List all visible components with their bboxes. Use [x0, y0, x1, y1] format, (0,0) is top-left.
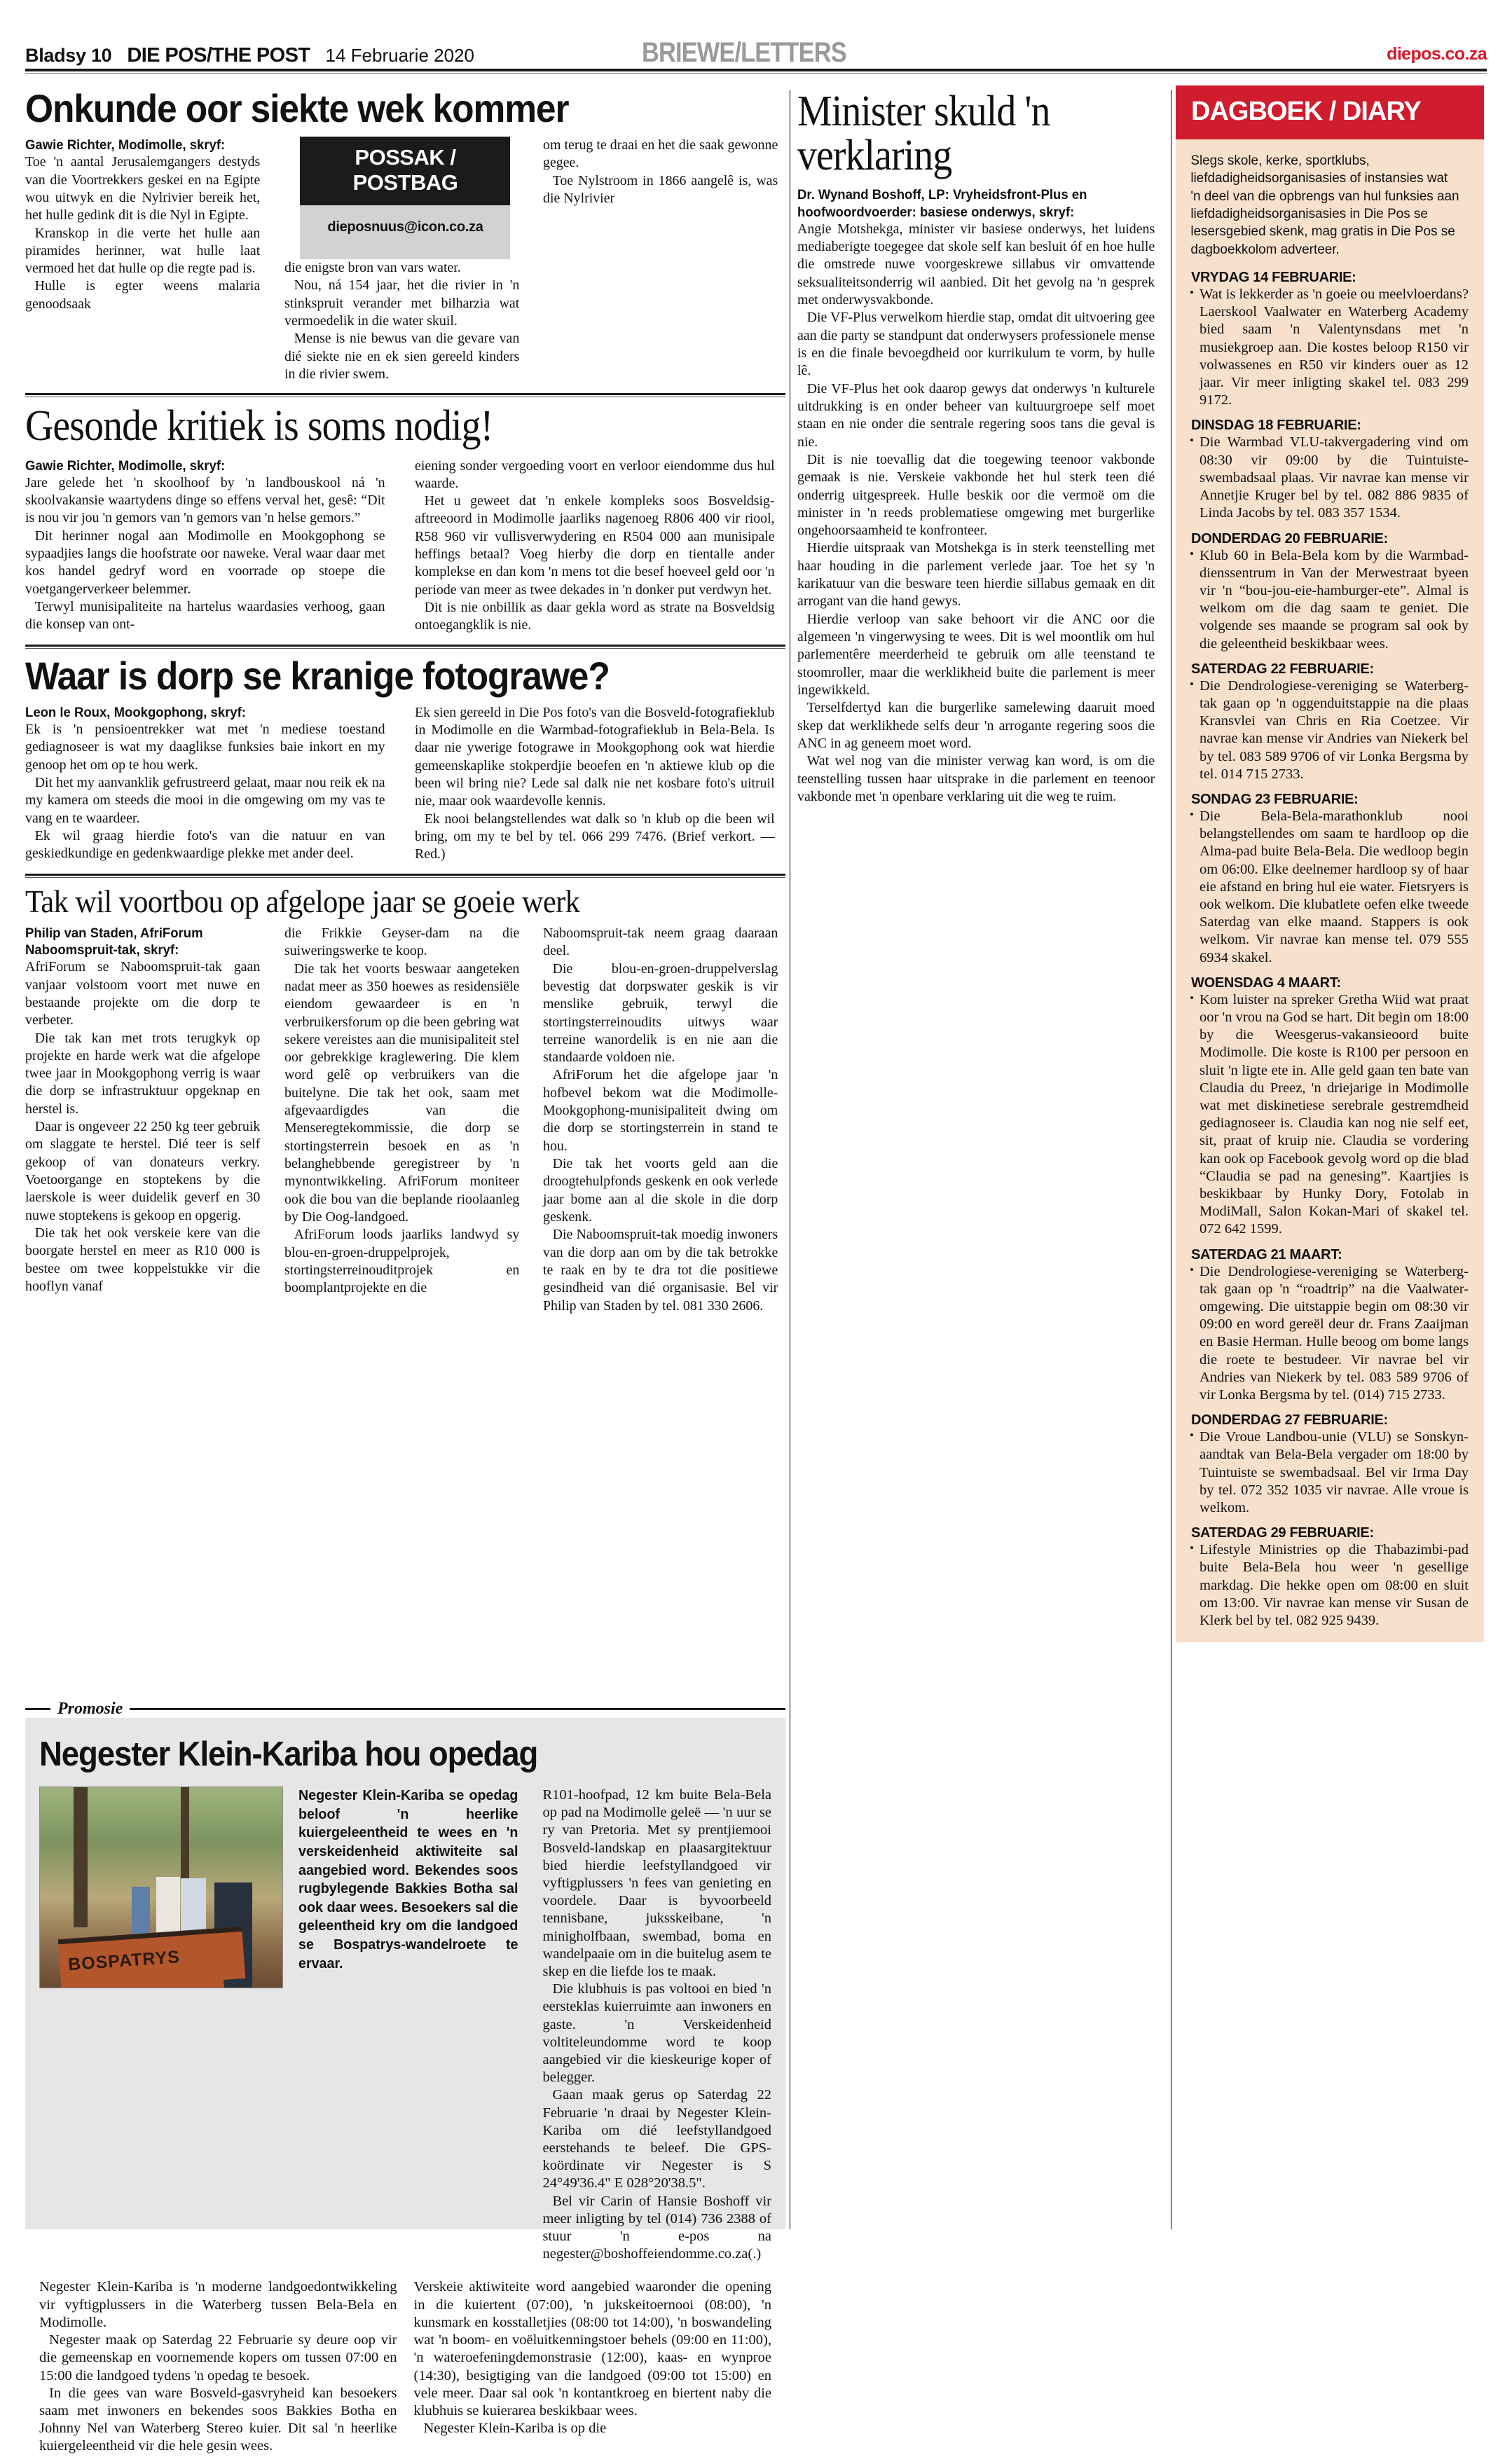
article-column-1: [25, 704, 397, 864]
article-columns: [25, 925, 785, 1315]
paragraph: Terselfdertyd kan die burgerlike samelewing daaruit moed skep dat werklikhede selfs deur 'n arrogante regering soos die ANC in ag geneem moet word.: [797, 700, 1155, 751]
paragraph: Kranskop in die verte het hulle aan piramides herinner, wat hulle laat vermoed het dat hulle op die regte pad is.: [25, 225, 261, 277]
article-column-1: [25, 925, 268, 1315]
promotion-content: [25, 1718, 785, 2464]
paragraph: AfriForum se Naboomspruit-tak gaan vanjaar volstoom voort met nuwe en bestaande projekte om die dorp te verbeter.: [25, 959, 261, 1028]
article-byline: Gawie Richter, Modimolle, skryf:: [25, 137, 226, 153]
paragraph: Dit is nie onbillik as daar gekla word as strate na Bosveldsig ontoegangklik is nie.: [414, 600, 775, 633]
masthead-rule: [25, 69, 1487, 71]
paragraph: Verskeie aktiwiteite word aangebied waaronder die opening in die kuiertent (07:00), 'n jukskeitoernooi (08:00), 'n kunsmark en kosstalletjies (08:00 tot 14:00), 'n boswandeling wat 'n boom- en voëluitkenningstoer behels (09:00 en 11:00), 'n wateroefeningdemonstrasie (12:00), kaas- en wynproe (14:30), besigtiging van die landgoed (09:00 tot 15:00) en vele meer. Daar sal ook 'n kontantkroeg en biertent naby die klubhuis se kuierarea beskikbaar wees.: [413, 2279, 771, 2418]
promotion-column-left: [39, 2278, 397, 2455]
section-divider: [25, 393, 785, 395]
diary-entry: • Die Warmbad VLU-takvergadering vind om 08:30 vir 09:00 by die Tuintuiste-swembadsaal plaas. Vir navrae kan mense vir Annetjie Kruger bel by tel. 082 886 9835 of Linda Jacobs by tel. 083 357 1534.: [1176, 434, 1484, 522]
diary-entry: • Lifestyle Ministries op die Thabazimbi-pad buite Bela-Bela hou weer 'n gesellige markdag. Die hekke open om 08:00 en sluit om 13:00. Vir navrae kan mense vir Susan de Klerk bel by tel. 082 925 9439.: [1176, 1541, 1484, 1630]
article-column-1: [25, 137, 268, 383]
vertical-divider-1: [790, 90, 795, 2229]
page-body: [25, 85, 1487, 2454]
masthead-left: [25, 44, 474, 67]
paragraph: Nou, ná 154 jaar, het die rivier in 'n stinkspruit verander met bilharzia wat vermoedelik in die water skuil.: [284, 277, 519, 329]
paragraph: AfriForum loods jaarliks landwyd sy blou-en-groen-druppelprojek, stortingsterreinouditprojek en boomplantprojekte en die: [284, 1227, 519, 1296]
diary-day-heading: SATERDAG 21 MAART:: [1191, 1246, 1342, 1262]
promotion-photo: [39, 1787, 283, 1988]
paragraph: Hierdie uitspraak van Motshekga is in sterk teenstelling met haar houding in die parlement verlede jaar. Toe het sy 'n karikatuur van die besware teen hierdie sillabus gemaak en dit arrogant van die hand gewys.: [797, 540, 1155, 610]
issue-date: 14 Februarie 2020: [325, 45, 474, 66]
postbag-title: POSSAK / POSTBAG: [300, 137, 510, 205]
tree-trunk: [181, 1787, 189, 1892]
publication-title: DIE POS/THE POST: [127, 44, 310, 67]
promotion-block: [25, 1700, 785, 2454]
article-column-1: [25, 457, 397, 635]
paragraph: Die klubhuis is pas voltooi en bied 'n eersteklas kuierruimte aan inwoners en gaste. 'n Verskeidenheid voltiteleundomme word te koop aangebied vir die kieskeurige koper of belegger.: [542, 1981, 771, 2086]
masthead-rule-thin: [25, 73, 1487, 74]
postbag-email[interactable]: dieposnuus@icon.co.za: [300, 205, 510, 259]
paragraph: Ek sien gereeld in Die Pos foto's van die Bosveld-fotografieklub in Modimolle en die Warmbad-fotografieklub in Bela-Bela. Is daar nie ywerige fotograwe in Mookgophong ook wat hierdie gemeenskaplike stokperdjie beoefen en 'n aktiewe klub op die been wil bring nie? Lede sal dalk nie net kosbare foto's uitruil nie, maar ook waardevolle kennis.: [414, 704, 775, 809]
diary-day-heading: WOENSDAG 4 MAART:: [1191, 975, 1341, 991]
paragraph: Die tak kan met trots terugkyk op projekte en harde werk wat die afgelope twee jaar in Mookgophong verrig is waar die dorp se infrastruktuur opgeknap en herstel is.: [25, 1030, 261, 1117]
paragraph: Mense is nie bewus van die gevare van dié siekte nie en ek sien gereeld kinders in die rivier swem.: [284, 331, 519, 382]
section-divider-thin: [25, 877, 785, 878]
article-column-3: [543, 925, 785, 1315]
left-column-zone: [25, 85, 785, 2454]
article-column-3: [543, 137, 785, 383]
promotion-headline: Negester Klein-Kariba hou opedag: [39, 1735, 538, 1773]
paragraph: Bel vir Carin of Hansie Boshoff vir meer inligting by tel (014) 736 2388 of stuur 'n e-pos na negester@boshoffeiendomme.co.za(.): [542, 2193, 771, 2262]
sign-text: BOSPATRYS: [67, 1947, 181, 1975]
article-headline: Minister skuld 'n verklaring: [797, 88, 1050, 180]
diary-title: DAGBOEK / DIARY: [1176, 85, 1484, 139]
paragraph: Die tak het voorts beswaar aangeteken nadat meer as 350 hoewes as residensiële eiendom gewaardeer is en 'n verbruikersforum op die been gebring wat sekere vereistes aan die munisipaliteit stel oor gebrekkige kraglewering. Die klem word gelê op verbruikers van die buitelyne. Die tak het ook, saam met afgevaardigdes van die Menseregtekommissie, die dorp se stortingsterrein besoek en as 'n belanghebbende geregistreer by 'n mynontwikkeling. AfriForum moniteer ook die bou van die beplande rioolaanleg by Die Oog-landgoed.: [284, 961, 519, 1225]
article-afriforum-tak: [25, 885, 785, 1315]
article-column-2: [284, 925, 527, 1315]
diary-entry: • Die Vroue Landbou-unie (VLU) se Sonskyn-aandtak van Bela-Bela vergader om 18:00 by Tuintuiste se swembadsaal. Bel vir Irma Day by tel. 072 352 1035 vir navrae. Alle vroue is welkom.: [1176, 1429, 1484, 1517]
diary-day-heading: VRYDAG 14 FEBRUARIE:: [1191, 270, 1356, 286]
paragraph: Negester Klein-Kariba is op die: [423, 2421, 607, 2437]
paragraph: Hierdie verloop van sake behoort vir die ANC oor die algemeen 'n vingerwysing te wees. Dit is wel moontlik om hul parlementêre meerderheid te gebruik om alle teenstand te stoomroller, maar die werklikheid buite die parlement is meer ingewikkeld.: [797, 611, 1155, 698]
paragraph: Die tak het voorts geld aan die droogtehulpfonds geskenk en ook verlede jaar bome aan al die skole in die dorp geskenk.: [543, 1156, 778, 1225]
page-number-label: Bladsy 10: [25, 45, 112, 66]
article-fotograwe: [25, 653, 785, 864]
diary-entry: • Wat is lekkerder as 'n goeie ou meelvloerdans? Laerskool Vaalwater en Waterberg Academy bied saam 'n Valentynsdans met 'n musiekgroep aan. Die kostes beloop R150 vir volwassenes en R50 vir kinders ouer as 12 jaar. Vir meer inligting skakel tel. 083 299 9172.: [1176, 286, 1484, 409]
paragraph: Naboomspruit-tak neem graag daaraan deel.: [543, 925, 778, 959]
paragraph: Ek nooi belangstellendes wat dalk so 'n klub op die been wil bring, om my te bel by tel. 066 299 7476. (Brief verkort. — Red.): [414, 811, 775, 862]
paragraph: Het u geweet dat 'n enkele kompleks soos Bosveldsig-aftreeoord in Modimolle jaarliks nagenoeg R806 400 vir riool, R58 960 vir vullisverwydering en R504 000 aan munisipale heffings betaal? Voeg hierby die dorp en tientalle ander komplekse en dan kom 'n mens tot die besef hoeveel geld oor 'n periode van meer as twee dekades in 'n donker put verdwyn het.: [414, 493, 775, 598]
article-byline: Dr. Wynand Boshoff, LP: Vryheidsfront-Plus en hoofwoordvoerder: basiese onderwys, skryf:: [797, 187, 1087, 220]
paragraph: In die gees van ware Bosveld-gasvryheid kan besoekers saam met inwoners en bekendes soos Bakkies Botha en Johnny Nel van Waterberg Stereo kuier. Dit sal 'n heerlike kuiergeleentheid vir die hele gesin wees.: [39, 2385, 397, 2454]
paragraph: Die blou-en-groen-druppelverslag bevestig dat dorpswater geskik is vir menslike gebruik, terwyl die stortingsterreinoudits uitwys waar terreine wanordelik is en nie aan die standaarde voldoen nie.: [543, 961, 778, 1066]
article-onkunde: [25, 88, 785, 383]
article-column-2: [415, 457, 786, 635]
promotion-lead: Negester Klein-Kariba se opedag beloof 'n heerlike kuiergeleentheid te wees en 'n verskeidenheid aktiwiteite sal aangebied word. Bekendes soos rugbylegende Bakkies Botha sal ook daar wees. Besoekers sal die geleentheid kry om die landgoed se Bospatrys-wandelroete te ervaar.: [298, 1787, 518, 1971]
paragraph: Angie Motshekga, minister vir basiese onderwys, het luidens mediaberigte toegegee dat skole self kan besluit óf en hoe hulle die omstrede nuwe voorgeskrewe sillabus vir omvattende seksualiteitsonderrig wil aanbied. Dit het gevolg na 'n gesprek met onderwysvakbonde.: [797, 221, 1155, 308]
diary-sidebar: [1176, 85, 1484, 2229]
article-headline: Gesonde kritiek is soms nodig!: [25, 402, 493, 450]
article-byline: Philip van Staden, AfriForum Naboomspruit-tak, skryf:: [25, 925, 203, 958]
diary-intro: Slegs skole, kerke, sportklubs, liefdadigheidsorganisasies of instansies wat 'n deel van die opbrengs van hul funksies aan liefdadigheidsorganisasies in Die Pos se lesersgebied skenk, mag gratis in Die Pos se dagboekkolom adverteer.: [1190, 153, 1459, 257]
masthead: [25, 13, 1487, 67]
section-title: BRIEWE/LETTERS: [642, 37, 846, 68]
promotion-mid-column: [543, 1787, 772, 2263]
paragraph: Die Naboomspruit-tak moedig inwoners van die dorp aan om by die tak betrokke te raak en by te dra tot die positiewe gesindheid van dié organisasie. Bel vir Philip van Staden by tel. 081 330 2606.: [543, 1227, 778, 1314]
promotion-column-right: [414, 2278, 772, 2455]
diary-entry: • Kom luister na spreker Gretha Wiid wat praat oor 'n vrou na God se hart. Dit begin om 18:00 by die Weesgerus-vakansieoord buite Modimolle. Die koste is R100 per persoon en sluit 'n ligte ete in. Alle geld gaan ten bate van Claudia du Preez, 'n driejarige in Modimolle wat met diskinetiese serebrale gestremdheid gediagnoseer is. Claudia kan nog nie self eet, sit, praat of kruip nie. Claudia se vordering kan ook op Facebook gevolg word op die blad “Claudia se pad na genesing”. Kaartjies is beskikbaar by Hunky Dory, Fotolab in ModiMall, Salon Kokan-Mari of skakel tel. 072 642 1599.: [1176, 991, 1484, 1239]
diary-entry: • Die Dendrologiese-vereniging se Waterberg-tak gaan op 'n oggenduitstappie na die plaas Kransvlei van Chris en Ria Coetzee. Vir navrae kan mense vir Andries van Niekerk bel by tel. 083 589 9706 of vir Lonka Bergsma by tel. 014 715 2733.: [1176, 677, 1484, 783]
promotion-bottom-grid: [39, 2278, 771, 2455]
diary-day-heading: DONDERDAG 27 FEBRUARIE:: [1191, 1412, 1388, 1429]
paragraph: Jare gelede het 'n skoolhoof by 'n landbouskool ná 'n skoolvakansie waartydens dinge so effens verval het, gesê: “Dit is nou vir jou 'n gemors van 'n gemors van 'n helse gemors.”: [25, 474, 385, 526]
newspaper-page: [0, 13, 1512, 2454]
diary-panel: [1176, 85, 1484, 1642]
paragraph: Dit het my aanvanklik gefrustreerd gelaat, maar nou reik ek na my kamera om steeds die mooi in die omgewing om my vas te vang en te waardeer.: [25, 774, 385, 826]
article-headline: Tak wil voortbou op afgelope jaar se goeie werk: [25, 883, 580, 919]
paragraph: Daar is ongeveer 22 250 kg teer gebruik om slaggate te herstel. Dié teer is self gekoop of van donateurs verkry. Voetoorgange en stoptekens by die laerskole is weer duidelik geverf en 30 nuwe stoptekens is gekoop en opgerig.: [25, 1119, 261, 1223]
paragraph: die enigste bron van vars water.: [284, 260, 461, 276]
paragraph: Negester maak op Saterdag 22 Februarie sy deure oop vir die gemeenskap en voornemende kopers om tussen 07:00 en 15:00 die landgoed tydens 'n opedag te besoek.: [39, 2332, 397, 2383]
section-divider: [25, 645, 785, 647]
paragraph: Gaan maak gerus op Saterdag 22 Februarie 'n draai by Negester Klein-Kariba om dié leefstyllandgoed eerstehands te beleef. Die GPS-koördinate vir Negester is S 24°49'36.4" E 028°20'38.5".: [542, 2087, 771, 2191]
promotion-label: Promosie: [57, 1700, 123, 1718]
paragraph: Wat wel nog van die minister verwag kan word, is om die teenstelling tussen haar uitsprake in die parlement en teenoor vakbonde met 'n openbare verklaring uit die weg te ruim.: [797, 753, 1155, 804]
promotion-top-grid: [39, 1787, 771, 2263]
paragraph: Toe 'n aantal Jerusalemgangers destyds van die Voortrekkers geskei en na Egipte wou uitwyk en die Nylrivier bereik het, het hulle gedink dit is die Nyl in Egipte.: [25, 154, 261, 223]
article-byline: Leon le Roux, Mookgophong, skryf:: [25, 704, 246, 720]
article-columns: [25, 457, 785, 635]
paragraph: Die VF-Plus verwelkom hierdie stap, omdat dit uitvoering gee aan die party se standpunt dat onderwysers professionele mense is en die finale bevoegdheid oor kurrikulum te vorm, by hulle lê.: [797, 310, 1155, 379]
paragraph: AfriForum het die afgelope jaar 'n hofbevel bekom wat die Modimolle-Mookgophong-munisipaliteit dwing om die dorp se stortingsterrein in stand te hou.: [543, 1067, 778, 1154]
article-columns: [25, 704, 785, 864]
paragraph: die Frikkie Geyser-dam na die suiweringswerke te koop.: [284, 925, 519, 959]
diary-day-heading: SONDAG 23 FEBRUARIE:: [1191, 791, 1359, 807]
diary-entry: • Die Dendrologiese-vereniging se Waterberg-tak gaan op 'n “roadtrip” na die Vaalwater-omgewing. Die uitstappie begin om 08:30 vir 09:00 en word gereël deur dr. Frans Zaaijman en Basie Herman. Hulle beoog om bome langs die roete te bestudeer. Vir navrae bel vir Andries van Niekerk by tel. 083 589 9706 of vir Lonka Bergsma by tel. (014) 715 2733.: [1176, 1263, 1484, 1405]
diary-day-heading: DONDERDAG 20 FEBRUARIE:: [1191, 530, 1388, 546]
article-columns: [25, 137, 785, 383]
paragraph: Dit is nie toevallig dat die toegewing teenoor vakbonde gemaak is nie. Verskeie vakbonde het hul sterk teen dié onderrig uitgespreek. Hulle beskik oor die vermoë om die minister in 'n reeds problematiese omgewing met burgerlike ongehoorsaamheid te konfronteer.: [797, 451, 1155, 539]
paragraph: Die tak het ook verskeie kere van die boorgate herstel en meer as R10 000 is bestee om twee koppelstukke vir die hooflyn vanaf: [25, 1225, 261, 1294]
diary-day-heading: DINSDAG 18 FEBRUARIE:: [1191, 418, 1361, 434]
paragraph: Toe Nylstroom in 1866 aangelê is, was die Nylrivier: [543, 172, 778, 207]
article-column-2: [415, 704, 786, 864]
paragraph: Ek wil graag hierdie foto's van die natuur en van geskiedkundige en gedenkwaardige plekke met ander deel.: [25, 827, 385, 862]
promo-rule-right: [130, 1708, 785, 1710]
paragraph: Dit herinner nogal aan Modimolle en Mookgophong se sypaadjies langs die hoofstrate oor naweke. Veral waar daar met kos handel gedryf word en voorrade op stoepe die voetgangerverkeer belemmer.: [25, 528, 385, 597]
diary-entry: • Klub 60 in Bela-Bela kom by die Warmbad-dienssentrum in Van der Merwestraat byeen vir 'n “bou-jou-eie-hamburger-ete”. Almal is welkom om die dag saam te geniet. Die volgende ses maande se program sal ook by die geleentheid beskikbaar wees.: [1176, 547, 1484, 653]
paragraph: eiening sonder vergoeding voort en verloor eiendomme dus hul waarde.: [414, 457, 775, 491]
promo-rule-left: [25, 1708, 50, 1710]
paragraph: Terwyl munisipaliteite na hartelus waardasies verhoog, gaan die konsep van ont-: [25, 598, 385, 633]
postbag-box: [300, 137, 510, 259]
article-headline: Waar is dorp se kranige fotograwe?: [25, 653, 610, 698]
paragraph: Ek is 'n pensioentrekker wat met 'n mediese toestand gediagnoseer is wat my daaglikse funksies baie inkort en my genoop het om op te hou werk.: [25, 721, 385, 773]
paragraph: Hulle is egter weens malaria genoodsaak: [25, 278, 261, 312]
diary-day-heading: SATERDAG 29 FEBRUARIE:: [1191, 1525, 1374, 1541]
diary-day-heading: SATERDAG 22 FEBRUARIE:: [1191, 661, 1374, 677]
paragraph: om terug te draai en het die saak gewonne gegee.: [543, 137, 778, 171]
article-minister-skuld: [795, 85, 1166, 2229]
tree-trunk: [74, 1787, 88, 1927]
diary-entry: • Die Bela-Bela-marathonklub nooi belangstellendes om saam te hardloop op die Alma-pad buite Bela-Bela. Die wedloop begin om 06:00. Elke deelnemer hardloop sy of haar eie afstand en bring hul eie water. Fietsryers is ook welkom. Die klubatlete oefen elke tweede Saterdag van elke maand. Stappers is ook welkom. Vir navrae kan mense tel. 079 555 6934 skakel.: [1176, 808, 1484, 967]
article-gesonde-kritiek: [25, 404, 785, 634]
article-headline: Onkunde oor siekte wek kommer: [25, 86, 569, 130]
article-byline: Gawie Richter, Modimolle, skryf:: [25, 457, 226, 474]
paragraph: Negester Klein-Kariba is 'n moderne landgoedontwikkeling vir vyftigplussers in die Waterberg tussen Bela-Bela en Modimolle.: [39, 2279, 397, 2330]
article-column-2: [284, 137, 527, 383]
paragraph: Die VF-Plus het ook daarop gewys dat onderwys 'n kulturele uitdrukking is en onder beheer van kultuurgroepe self moet staan en nie onder die sentrale regering soos tans die geval is nie.: [797, 380, 1155, 450]
promotion-tag-row: [25, 1700, 785, 1719]
section-divider-thin: [25, 648, 785, 649]
website-url[interactable]: diepos.co.za: [1387, 44, 1487, 64]
section-divider: [25, 874, 785, 876]
paragraph: R101-hoofpad, 12 km buite Bela-Bela op pad na Modimolle geleë — 'n uur se ry van Pretoria. Met sy prentjiemooi Bosveld-landskap en plaasargitektuur bied hierdie leefstyllandgoed vir vyftigplussers 'n fees van genieting en voordele. Daar is byvoorbeeld tennisbane, juksskeibane, 'n minigholfbaan, swembad, boma en wandelpaaie om in die buitelug asem te skep en die liefde los te maak.: [542, 1787, 771, 1980]
vertical-divider-2: [1171, 90, 1176, 2229]
